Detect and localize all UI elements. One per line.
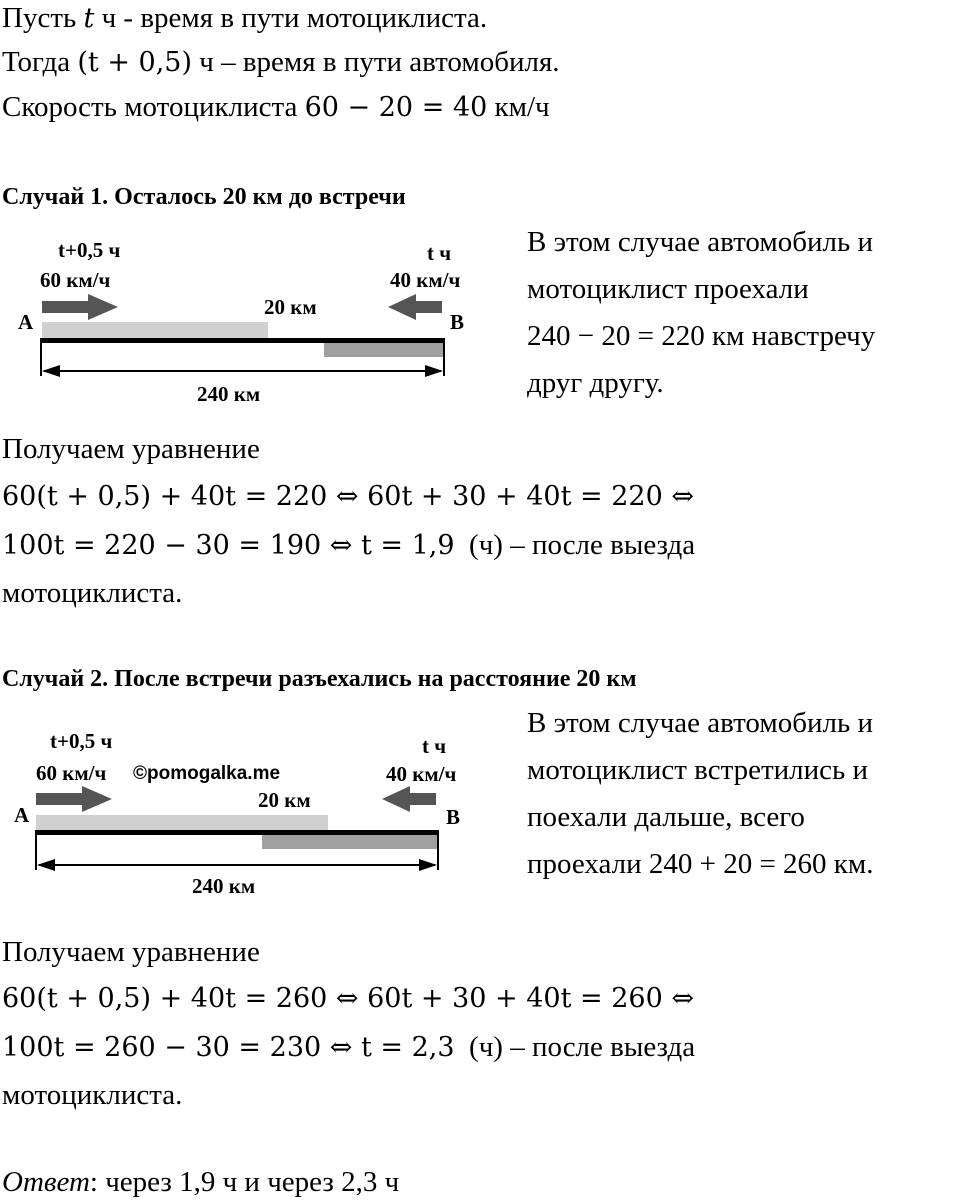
case2-diagram — [0, 720, 500, 900]
case1-distance-arrow-right — [425, 365, 443, 377]
case1-moto-speed: 40 км/ч — [390, 268, 461, 292]
case1-distance-label: 240 км — [197, 382, 261, 406]
answer-text: : через 1,9 ч и через 2,3 ч — [89, 1166, 400, 1198]
case2-watermark: ©pomogalka.me — [133, 763, 281, 784]
case1-point-a: A — [18, 310, 34, 334]
variable-t: t — [83, 3, 95, 34]
intro-line-1 — [2, 0, 487, 37]
answer-label: Ответ — [2, 1166, 90, 1198]
case2-eq-intro: Получаем уравнение — [2, 936, 260, 968]
case1-distance-arrow-left — [42, 365, 60, 377]
case1-moto-segment — [324, 343, 444, 357]
case1-side-line: мотоциклист проехали — [527, 273, 809, 305]
case1-side-text — [527, 219, 875, 407]
intro-text: Пусть — [2, 2, 84, 34]
case1-car-speed: 60 км/ч — [40, 268, 111, 292]
intro-text: ч – время в пути автомобиля. — [192, 46, 560, 78]
case2-eq-text: (ч) – после выезда — [454, 1031, 696, 1063]
case1-eq-line-1: 60(t + 0,5) + 40t = 220 ⇔ 60t + 30 + 40t = 220 ⇔ — [2, 481, 694, 512]
answer-line — [2, 1164, 399, 1200]
case2-eq-line-2 — [2, 1029, 695, 1066]
case1-moto-arrow — [388, 294, 442, 320]
case1-eq-line-3: мотоциклиста. — [2, 577, 183, 609]
case2-eq-line-3: мотоциклиста. — [2, 1079, 183, 1111]
intro-text: ч - время в пути мотоциклиста. — [94, 2, 488, 34]
intro-text: Тогда — [2, 46, 78, 78]
case1-eq-text: (ч) – после выезда — [454, 529, 696, 561]
case2-side-text — [527, 700, 874, 888]
case2-moto-segment — [262, 835, 438, 849]
case2-point-a: A — [14, 803, 30, 827]
case1-gap-label: 20 км — [264, 295, 317, 319]
case1-side-line: В этом случае автомобиль и — [527, 226, 873, 258]
case2-eq-line-1: 60(t + 0,5) + 40t = 260 ⇔ 60t + 30 + 40t = 260 ⇔ — [2, 983, 694, 1014]
case2-moto-speed: 40 км/ч — [386, 762, 457, 786]
intro-math: (t + 0,5) — [77, 47, 193, 78]
intro-line-2 — [2, 44, 560, 81]
case1-eq-math: 100t = 220 − 30 = 190 ⇔ t = 1,9 — [2, 530, 455, 561]
intro-text: Скорость мотоциклиста — [2, 91, 305, 123]
case1-point-b: B — [450, 310, 465, 334]
case2-moto-time: t ч — [422, 734, 447, 758]
case2-distance-arrow-left — [37, 859, 55, 871]
case1-car-arrow — [42, 294, 118, 320]
case2-gap-label: 20 км — [258, 788, 311, 812]
case1-eq-intro: Получаем уравнение — [2, 433, 260, 465]
case1-side-line: друг другу. — [527, 367, 664, 399]
case2-moto-arrow — [382, 786, 436, 812]
case2-point-b: B — [446, 805, 461, 829]
case2-road — [35, 830, 439, 835]
case1-heading: Случай 1. Осталось 20 км до встречи — [2, 184, 406, 210]
case2-side-line: В этом случае автомобиль и — [527, 707, 873, 739]
case2-side-line: поехали дальше, всего — [527, 801, 805, 833]
case2-car-segment — [36, 815, 328, 830]
case2-side-line: проехали 240 + 20 = 260 км. — [527, 848, 874, 880]
case2-car-time: t+0,5 ч — [50, 729, 113, 753]
case2-heading: Случай 2. После встречи разъехались на расстояние 20 км — [2, 666, 637, 692]
case2-eq-math: 100t = 260 − 30 = 230 ⇔ t = 2,3 — [2, 1032, 455, 1063]
intro-line-3 — [2, 89, 550, 126]
case1-moto-time: t ч — [427, 241, 452, 265]
case1-road — [40, 338, 445, 343]
intro-math: 60 − 20 = 40 — [304, 92, 488, 123]
case2-distance-label: 240 км — [192, 874, 256, 898]
case2-car-arrow — [36, 786, 112, 812]
case2-car-speed: 60 км/ч — [36, 761, 107, 785]
intro-text: км/ч — [487, 91, 550, 123]
case1-diagram — [0, 230, 500, 415]
case1-eq-line-2 — [2, 527, 695, 564]
case1-side-line: 240 − 20 = 220 км навстречу — [527, 320, 876, 352]
case2-distance-arrow-right — [419, 859, 437, 871]
case2-side-line: мотоциклист встретились и — [527, 754, 869, 786]
case1-car-time: t+0,5 ч — [58, 238, 121, 262]
case1-car-segment — [42, 322, 268, 338]
